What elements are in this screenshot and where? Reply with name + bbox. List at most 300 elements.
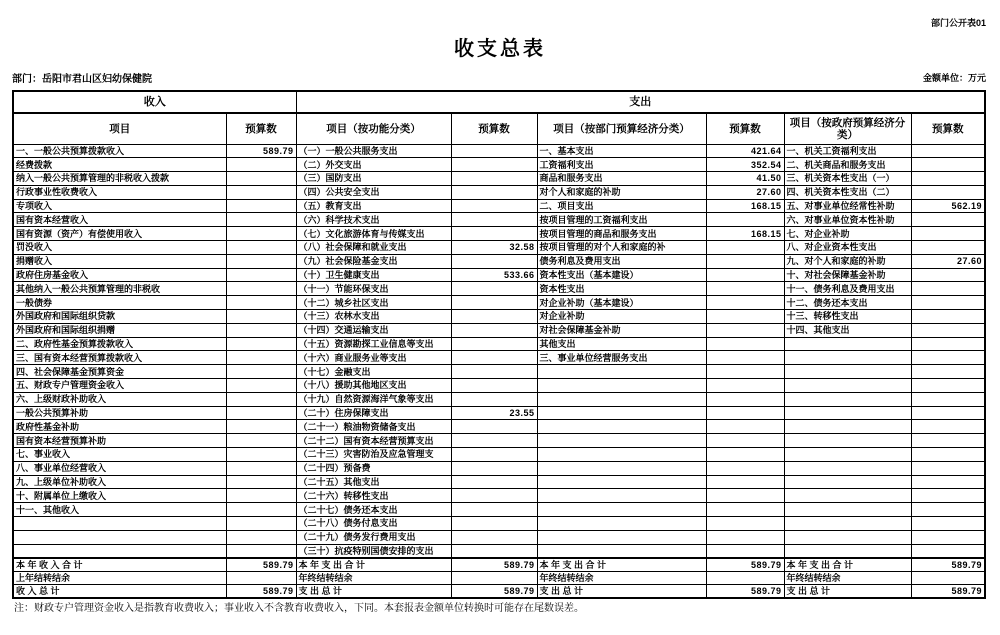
income-item-cell: 政府性基金补助 [13, 420, 226, 434]
func-budget-cell [451, 461, 537, 475]
func-item-cell: （二十四）预备费 [296, 461, 451, 475]
gov-item-cell [784, 392, 911, 406]
table-row [13, 337, 985, 351]
gov-budget-cell [911, 461, 985, 475]
func-item-cell: 支 出 总 计 [296, 585, 451, 599]
dept-item-cell [537, 544, 706, 558]
func-item-cell: （二）外交支出 [296, 158, 451, 172]
income-item-cell [13, 530, 226, 544]
dept-item-cell [537, 406, 706, 420]
dept-budget-cell: 27.60 [706, 185, 784, 199]
dept-item-cell: 其他支出 [537, 337, 706, 351]
table-row [13, 530, 985, 544]
dept-item-cell [537, 434, 706, 448]
dept-budget-cell: 589.79 [706, 558, 784, 572]
income-budget-cell [226, 310, 296, 324]
dept-budget-cell [706, 571, 784, 584]
func-item-cell: （十八）援助其他地区支出 [296, 379, 451, 393]
gov-budget-cell [911, 434, 985, 448]
income-item-cell [13, 517, 226, 531]
dept-item-cell [537, 503, 706, 517]
dept-item-cell: 资本性支出（基本建设） [537, 268, 706, 282]
col-header-gov-item: 项目（按政府预算经济分类） [784, 113, 911, 144]
dept-item-cell: 二、项目支出 [537, 199, 706, 213]
gov-item-cell: 二、机关商品和服务支出 [784, 158, 911, 172]
income-item-cell: 八、事业单位经营收入 [13, 461, 226, 475]
gov-item-cell [784, 461, 911, 475]
dept-budget-cell [706, 503, 784, 517]
dept-budget-cell [706, 392, 784, 406]
table-row [13, 323, 985, 337]
income-item-cell: 五、财政专户管理资金收入 [13, 379, 226, 393]
income-budget-cell [226, 351, 296, 365]
gov-item-cell [784, 530, 911, 544]
func-budget-cell [451, 254, 537, 268]
gov-item-cell: 本 年 支 出 合 计 [784, 558, 911, 572]
func-budget-cell [451, 489, 537, 503]
func-item-cell: （十九）自然资源海洋气象等支出 [296, 392, 451, 406]
gov-budget-cell [911, 323, 985, 337]
dept-item-cell [537, 392, 706, 406]
dept-budget-cell [706, 406, 784, 420]
func-budget-cell [451, 310, 537, 324]
income-item-cell: 纳入一般公共预算管理的非税收入拨款 [13, 172, 226, 186]
income-item-cell: 一、一般公共预算拨款收入 [13, 144, 226, 158]
income-item-cell [13, 544, 226, 558]
dept-budget-cell [706, 365, 784, 379]
func-budget-cell [451, 379, 537, 393]
dept-budget-cell [706, 310, 784, 324]
income-item-cell: 上年结转结余 [13, 571, 226, 584]
func-budget-cell [451, 185, 537, 199]
func-budget-cell [451, 365, 537, 379]
gov-item-cell: 年终结转结余 [784, 571, 911, 584]
income-item-cell: 罚没收入 [13, 241, 226, 255]
table-row [13, 185, 985, 199]
income-section-header: 收入 [13, 91, 296, 113]
income-item-cell: 其他纳入一般公共预算管理的非税收 [13, 282, 226, 296]
func-budget-cell [451, 158, 537, 172]
func-budget-cell: 32.58 [451, 241, 537, 255]
gov-item-cell [784, 544, 911, 558]
total-row [13, 571, 985, 584]
gov-budget-cell [911, 310, 985, 324]
dept-budget-cell: 421.64 [706, 144, 784, 158]
dept-budget-cell [706, 517, 784, 531]
income-item-cell: 二、政府性基金预算拨款收入 [13, 337, 226, 351]
dept-item-cell: 年终结转结余 [537, 571, 706, 584]
func-budget-cell [451, 199, 537, 213]
dept-item-cell: 商品和服务支出 [537, 172, 706, 186]
gov-item-cell [784, 406, 911, 420]
func-item-cell: （十七）金融支出 [296, 365, 451, 379]
table-row [13, 268, 985, 282]
func-item-cell: （十）卫生健康支出 [296, 268, 451, 282]
col-header-func-item: 项目（按功能分类） [296, 113, 451, 144]
gov-budget-cell [911, 489, 985, 503]
gov-item-cell [784, 420, 911, 434]
income-item-cell: 一般债券 [13, 296, 226, 310]
dept-budget-cell [706, 351, 784, 365]
dept-item-cell: 本 年 支 出 合 计 [537, 558, 706, 572]
dept-item-cell: 按项目管理的工资福利支出 [537, 213, 706, 227]
table-row [13, 158, 985, 172]
dept-item-cell [537, 448, 706, 462]
income-item-cell: 六、上级财政补助收入 [13, 392, 226, 406]
dept-budget-cell: 352.54 [706, 158, 784, 172]
table-row [13, 172, 985, 186]
dept-item-cell: 支 出 总 计 [537, 585, 706, 599]
dept-item-cell: 对企业补助（基本建设） [537, 296, 706, 310]
gov-budget-cell [911, 544, 985, 558]
income-budget-cell [226, 296, 296, 310]
gov-budget-cell [911, 448, 985, 462]
total-row [13, 558, 985, 572]
table-row [13, 406, 985, 420]
gov-item-cell: 一、机关工资福利支出 [784, 144, 911, 158]
gov-budget-cell [911, 337, 985, 351]
func-budget-cell: 533.66 [451, 268, 537, 282]
income-budget-cell [226, 365, 296, 379]
gov-budget-cell [911, 268, 985, 282]
dept-budget-cell [706, 448, 784, 462]
dept-item-cell: 三、事业单位经营服务支出 [537, 351, 706, 365]
dept-item-cell [537, 379, 706, 393]
table-row [13, 489, 985, 503]
func-item-cell: （二十）住房保障支出 [296, 406, 451, 420]
func-item-cell: （三十）抗疫特别国债安排的支出 [296, 544, 451, 558]
gov-budget-cell [911, 351, 985, 365]
gov-budget-cell [911, 296, 985, 310]
budget-summary-table [12, 90, 986, 599]
sheet-label: 部门公开表01 [930, 18, 986, 28]
dept-budget-cell [706, 268, 784, 282]
dept-budget-cell: 41.50 [706, 172, 784, 186]
func-budget-cell [451, 434, 537, 448]
table-row [13, 365, 985, 379]
gov-budget-cell: 562.19 [911, 199, 985, 213]
gov-budget-cell [911, 517, 985, 531]
income-item-cell: 政府住房基金收入 [13, 268, 226, 282]
table-row [13, 379, 985, 393]
gov-item-cell [784, 379, 911, 393]
income-item-cell: 国有资本经营预算补助 [13, 434, 226, 448]
func-item-cell: （一）一般公共服务支出 [296, 144, 451, 158]
gov-budget-cell [911, 406, 985, 420]
table-row [13, 392, 985, 406]
dept-item-cell [537, 530, 706, 544]
func-item-cell: （二十三）灾害防治及应急管理支 [296, 448, 451, 462]
func-budget-cell [451, 475, 537, 489]
dept-budget-cell [706, 379, 784, 393]
table-row [13, 517, 985, 531]
gov-budget-cell [911, 144, 985, 158]
dept-budget-cell [706, 254, 784, 268]
func-budget-cell: 589.79 [451, 558, 537, 572]
gov-budget-cell [911, 185, 985, 199]
table-row [13, 144, 985, 158]
dept-budget-cell [706, 296, 784, 310]
func-budget-cell [451, 172, 537, 186]
col-header-dept-budget: 预算数 [706, 113, 784, 144]
income-budget-cell [226, 227, 296, 241]
dept-item-cell: 按项目管理的对个人和家庭的补 [537, 241, 706, 255]
gov-item-cell: 四、机关资本性支出（二） [784, 185, 911, 199]
func-budget-cell [451, 530, 537, 544]
table-row [13, 475, 985, 489]
income-budget-cell [226, 434, 296, 448]
dept-item-cell: 一、基本支出 [537, 144, 706, 158]
income-item-cell: 七、事业收入 [13, 448, 226, 462]
gov-budget-cell [911, 379, 985, 393]
dept-budget-cell: 168.15 [706, 199, 784, 213]
func-item-cell: （十一）节能环保支出 [296, 282, 451, 296]
func-item-cell: （九）社会保险基金支出 [296, 254, 451, 268]
income-budget-cell: 589.79 [226, 585, 296, 599]
func-budget-cell [451, 282, 537, 296]
income-budget-cell [226, 158, 296, 172]
dept-budget-cell [706, 530, 784, 544]
income-item-cell: 四、社会保障基金预算资金 [13, 365, 226, 379]
income-budget-cell [226, 254, 296, 268]
table-row [13, 199, 985, 213]
income-item-cell: 三、国有资本经营预算拨款收入 [13, 351, 226, 365]
gov-item-cell [784, 365, 911, 379]
income-budget-cell [226, 489, 296, 503]
income-item-cell: 九、上级单位补助收入 [13, 475, 226, 489]
func-budget-cell [451, 351, 537, 365]
func-item-cell: （十六）商业服务业等支出 [296, 351, 451, 365]
dept-item-cell: 对企业补助 [537, 310, 706, 324]
income-budget-cell: 589.79 [226, 558, 296, 572]
func-item-cell: （六）科学技术支出 [296, 213, 451, 227]
gov-item-cell [784, 503, 911, 517]
func-item-cell: 年终结转结余 [296, 571, 451, 584]
dept-budget-cell [706, 489, 784, 503]
table-row [13, 296, 985, 310]
func-budget-cell [451, 571, 537, 584]
gov-budget-cell [911, 571, 985, 584]
income-budget-cell [226, 475, 296, 489]
func-item-cell: （二十八）债务付息支出 [296, 517, 451, 531]
gov-item-cell [784, 517, 911, 531]
gov-item-cell: 十、对社会保障基金补助 [784, 268, 911, 282]
income-item-cell: 经费拨款 [13, 158, 226, 172]
income-budget-cell [226, 530, 296, 544]
func-budget-cell [451, 420, 537, 434]
func-item-cell: （十三）农林水支出 [296, 310, 451, 324]
dept-item-cell: 按项目管理的商品和服务支出 [537, 227, 706, 241]
income-budget-cell [226, 337, 296, 351]
gov-item-cell [784, 489, 911, 503]
income-budget-cell [226, 420, 296, 434]
gov-item-cell [784, 351, 911, 365]
dept-item-cell [537, 365, 706, 379]
income-item-cell: 一般公共预算补助 [13, 406, 226, 420]
func-budget-cell [451, 337, 537, 351]
income-budget-cell [226, 213, 296, 227]
gov-budget-cell [911, 392, 985, 406]
gov-item-cell [784, 434, 911, 448]
col-header-gov-budget: 预算数 [911, 113, 985, 144]
dept-budget-cell [706, 213, 784, 227]
income-budget-cell [226, 503, 296, 517]
gov-item-cell [784, 337, 911, 351]
func-item-cell: （二十六）转移性支出 [296, 489, 451, 503]
gov-item-cell: 六、对事业单位资本性补助 [784, 213, 911, 227]
income-budget-cell [226, 241, 296, 255]
income-item-cell: 外国政府和国际组织贷款 [13, 310, 226, 324]
gov-item-cell: 十二、债务还本支出 [784, 296, 911, 310]
gov-item-cell: 九、对个人和家庭的补助 [784, 254, 911, 268]
dept-budget-cell [706, 282, 784, 296]
income-budget-cell [226, 544, 296, 558]
income-budget-cell [226, 379, 296, 393]
gov-budget-cell: 589.79 [911, 558, 985, 572]
dept-item-cell: 债务利息及费用支出 [537, 254, 706, 268]
income-item-cell: 十一、其他收入 [13, 503, 226, 517]
income-item-cell: 专项收入 [13, 199, 226, 213]
gov-budget-cell [911, 241, 985, 255]
dept-budget-cell [706, 323, 784, 337]
func-item-cell: （二十二）国有资本经营预算支出 [296, 434, 451, 448]
unit-label: 金额单位：万元 [922, 73, 986, 83]
func-budget-cell [451, 227, 537, 241]
gov-budget-cell [911, 530, 985, 544]
income-budget-cell [226, 172, 296, 186]
footnote: 注：财政专户管理资金收入是指教育收费收入；事业收入不含教育收费收入，下同。本套报表金额单位转换时可能存在尾数误差。 [14, 603, 584, 614]
func-item-cell: （十五）资源勘探工业信息等支出 [296, 337, 451, 351]
income-budget-cell [226, 571, 296, 584]
func-item-cell: 本 年 支 出 合 计 [296, 558, 451, 572]
table-section-header-row [13, 91, 985, 113]
table-row [13, 448, 985, 462]
income-item-cell: 行政事业性收费收入 [13, 185, 226, 199]
dept-budget-cell [706, 461, 784, 475]
gov-budget-cell [911, 158, 985, 172]
func-item-cell: （二十七）债务还本支出 [296, 503, 451, 517]
gov-item-cell: 十一、债务利息及费用支出 [784, 282, 911, 296]
income-item-cell: 外国政府和国际组织捐赠 [13, 323, 226, 337]
income-item-cell: 国有资本经营收入 [13, 213, 226, 227]
func-item-cell: （二十五）其他支出 [296, 475, 451, 489]
table-row [13, 241, 985, 255]
income-budget-cell [226, 448, 296, 462]
income-item-cell: 国有资源（资产）有偿使用收入 [13, 227, 226, 241]
dept-budget-cell [706, 434, 784, 448]
dept-budget-cell [706, 337, 784, 351]
func-item-cell: （七）文化旅游体育与传媒支出 [296, 227, 451, 241]
table-row [13, 282, 985, 296]
table-row [13, 227, 985, 241]
dept-item-cell [537, 461, 706, 475]
table-row [13, 213, 985, 227]
table-column-header-row [13, 113, 985, 144]
func-budget-cell [451, 323, 537, 337]
table-row [13, 503, 985, 517]
dept-item-cell [537, 517, 706, 531]
func-item-cell: （八）社会保障和就业支出 [296, 241, 451, 255]
func-item-cell: （十四）交通运输支出 [296, 323, 451, 337]
func-item-cell: （三）国防支出 [296, 172, 451, 186]
gov-budget-cell [911, 213, 985, 227]
dept-budget-cell [706, 475, 784, 489]
dept-budget-cell [706, 544, 784, 558]
func-budget-cell: 23.55 [451, 406, 537, 420]
table-row [13, 434, 985, 448]
income-budget-cell [226, 268, 296, 282]
gov-item-cell [784, 448, 911, 462]
gov-budget-cell [911, 282, 985, 296]
table-row [13, 351, 985, 365]
func-budget-cell [451, 517, 537, 531]
income-budget-cell [226, 392, 296, 406]
income-budget-cell [226, 199, 296, 213]
income-budget-cell [226, 517, 296, 531]
dept-item-cell: 资本性支出 [537, 282, 706, 296]
income-item-cell: 收 入 总 计 [13, 585, 226, 599]
dept-item-cell: 对个人和家庭的补助 [537, 185, 706, 199]
dept-budget-cell: 168.15 [706, 227, 784, 241]
func-budget-cell [451, 213, 537, 227]
gov-budget-cell [911, 365, 985, 379]
func-item-cell: （二十九）债务发行费用支出 [296, 530, 451, 544]
gov-item-cell: 八、对企业资本性支出 [784, 241, 911, 255]
gov-item-cell: 七、对企业补助 [784, 227, 911, 241]
expenditure-section-header: 支出 [296, 91, 985, 113]
gov-item-cell: 支 出 总 计 [784, 585, 911, 599]
income-item-cell: 十、附属单位上缴收入 [13, 489, 226, 503]
func-budget-cell [451, 392, 537, 406]
func-item-cell: （四）公共安全支出 [296, 185, 451, 199]
func-item-cell: （五）教育支出 [296, 199, 451, 213]
department-label: 部门：岳阳市君山区妇幼保健院 [12, 74, 152, 85]
func-item-cell: （二十一）粮油物资储备支出 [296, 420, 451, 434]
table-row [13, 544, 985, 558]
income-budget-cell [226, 185, 296, 199]
gov-budget-cell [911, 172, 985, 186]
dept-budget-cell [706, 420, 784, 434]
col-header-func-budget: 预算数 [451, 113, 537, 144]
gov-budget-cell [911, 420, 985, 434]
gov-item-cell [784, 475, 911, 489]
col-header-income-budget: 预算数 [226, 113, 296, 144]
dept-item-cell [537, 489, 706, 503]
income-budget-cell [226, 323, 296, 337]
dept-item-cell: 工资福利支出 [537, 158, 706, 172]
dept-budget-cell: 589.79 [706, 585, 784, 599]
income-budget-cell [226, 406, 296, 420]
gov-budget-cell [911, 503, 985, 517]
gov-budget-cell [911, 475, 985, 489]
table-row [13, 254, 985, 268]
col-header-income-item: 项目 [13, 113, 226, 144]
income-item-cell: 捐赠收入 [13, 254, 226, 268]
income-budget-cell [226, 461, 296, 475]
dept-budget-cell [706, 241, 784, 255]
dept-item-cell [537, 475, 706, 489]
func-budget-cell [451, 296, 537, 310]
table-row [13, 310, 985, 324]
func-item-cell: （十二）城乡社区支出 [296, 296, 451, 310]
income-budget-cell: 589.79 [226, 144, 296, 158]
income-budget-cell [226, 282, 296, 296]
col-header-dept-item: 项目（按部门预算经济分类） [537, 113, 706, 144]
func-budget-cell [451, 544, 537, 558]
gov-item-cell: 十三、转移性支出 [784, 310, 911, 324]
func-budget-cell: 589.79 [451, 585, 537, 599]
gov-budget-cell: 589.79 [911, 585, 985, 599]
